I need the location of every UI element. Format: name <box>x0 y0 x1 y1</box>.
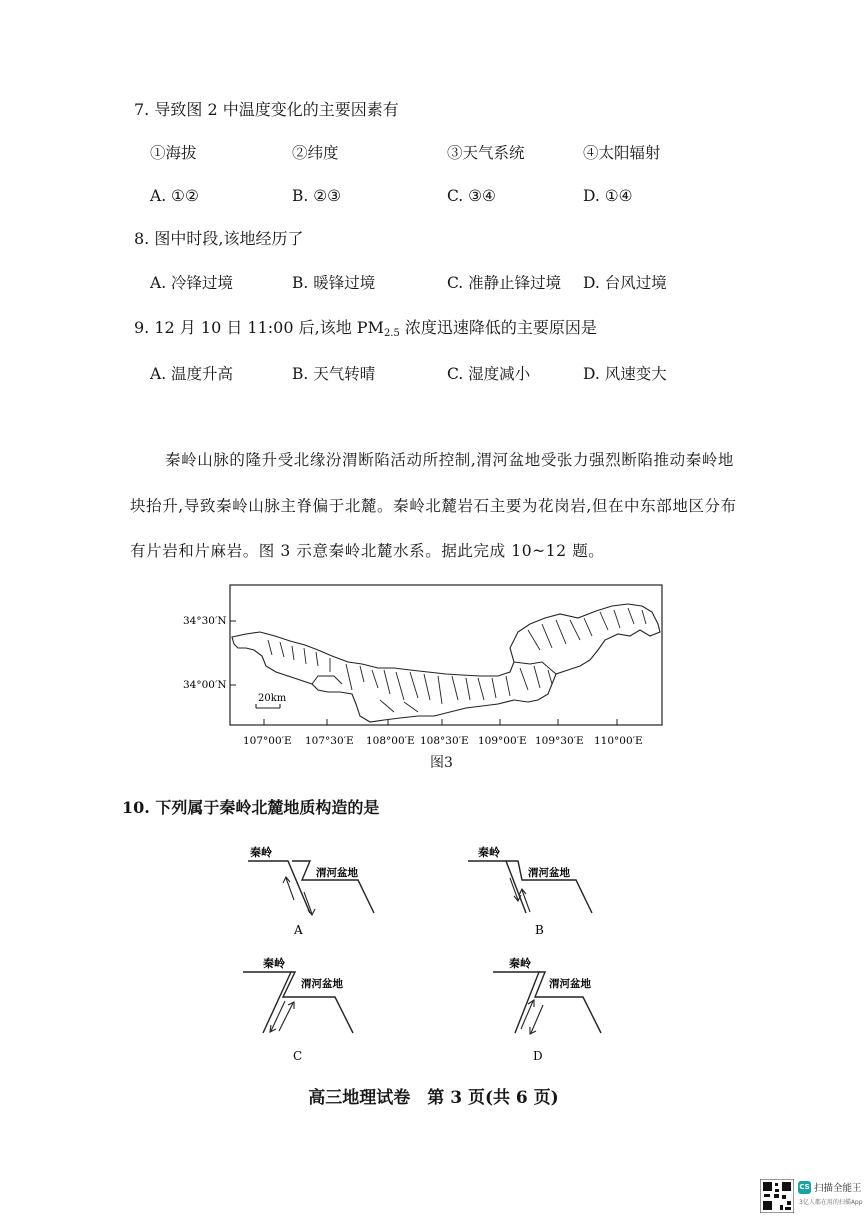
badge-title: 扫描全能王 <box>814 1183 862 1194</box>
q8-option-b[interactable]: B. 暖锋过境 <box>292 274 376 292</box>
q7-item-4: ④太阳辐射 <box>583 144 661 162</box>
q9-option-d[interactable]: D. 风速变大 <box>583 365 667 383</box>
q8-option-a[interactable]: A. 冷锋过境 <box>150 274 234 292</box>
q9-option-a[interactable]: A. 温度升高 <box>150 365 234 383</box>
diagram-a-letter: A <box>294 923 303 937</box>
passage-line-2: 块抬升,导致秦岭山脉主脊偏于北麓。秦岭北麓岩石主要为花岗岩,但在中东部地区分布 <box>130 497 737 515</box>
q8-option-d[interactable]: D. 台风过境 <box>583 274 667 292</box>
fault-diagram-d[interactable] <box>485 955 635 1065</box>
qr-code-icon <box>760 1179 794 1213</box>
q9-stem-sub: 2.5 <box>383 328 400 339</box>
diagram-a-upthrown-block <box>248 861 310 913</box>
diagram-d-left-label: 秦岭 <box>509 957 531 970</box>
page-footer: 高三地理试卷 第 3 页(共 6 页) <box>308 1088 559 1108</box>
diagram-b-right-label: 渭河盆地 <box>528 867 570 879</box>
diagram-c-arrow-up <box>279 1003 293 1031</box>
diagram-d-letter: D <box>533 1049 543 1063</box>
fault-diagram-b[interactable] <box>460 840 610 940</box>
question-10-stem: 10. 下列属于秦岭北麓地质构造的是 <box>122 798 380 817</box>
diagram-b-left-label: 秦岭 <box>478 846 500 859</box>
passage-line-1: 秦岭山脉的隆升受北缘汾渭断陷活动所控制,渭河盆地受张力强烈断陷推动秦岭地 <box>165 451 735 469</box>
q7-option-d[interactable]: D. ①④ <box>583 187 633 205</box>
diagram-c-letter: C <box>293 1049 303 1063</box>
diagram-a-right-label: 渭河盆地 <box>316 867 358 879</box>
q7-option-c[interactable]: C. ③④ <box>447 187 496 205</box>
lon-label-109-00: 109°00′E <box>478 735 527 747</box>
diagram-d-right-label: 渭河盆地 <box>549 978 591 990</box>
q7-option-b[interactable]: B. ②③ <box>292 187 342 205</box>
fault-diagram-a[interactable] <box>240 840 390 940</box>
q9-option-c[interactable]: C. 湿度减小 <box>447 365 531 383</box>
q7-item-2: ②纬度 <box>292 144 339 162</box>
q9-stem-post: 浓度迅速降低的主要原因是 <box>399 318 597 337</box>
badge-subtitle: 3亿人都在用的扫描App <box>799 1199 863 1206</box>
lon-label-109-30: 109°30′E <box>535 735 584 747</box>
map-caption: 图3 <box>430 755 453 771</box>
lat-label-34-30: 34°30′N <box>183 615 227 627</box>
q8-option-c[interactable]: C. 准静止锋过境 <box>447 274 562 292</box>
fault-diagram-c[interactable] <box>235 955 385 1065</box>
question-9-stem <box>134 318 597 344</box>
scanner-watermark <box>758 1175 863 1217</box>
question-8-stem: 8. 图中时段,该地经历了 <box>134 229 304 248</box>
diagram-c-left-label: 秦岭 <box>263 957 285 970</box>
qinling-region-outline <box>232 604 660 722</box>
camscanner-logo: CS <box>798 1181 811 1194</box>
question-7-stem: 7. 导致图 2 中温度变化的主要因素有 <box>134 100 399 119</box>
diagram-d-arrow-down <box>531 1005 543 1033</box>
q7-item-3: ③天气系统 <box>447 144 525 162</box>
diagram-b-upthrown-block <box>468 861 526 913</box>
q9-stem-pre: 9. 12 月 10 日 11:00 后,该地 PM <box>134 318 384 337</box>
lon-label-107-00: 107°00′E <box>243 735 292 747</box>
q7-item-1: ①海拔 <box>150 144 197 162</box>
q7-option-a[interactable]: A. ①② <box>150 187 199 205</box>
diagram-c-arrow-down <box>271 1001 285 1031</box>
qinling-drainage-map <box>170 578 680 778</box>
diagram-a-left-label: 秦岭 <box>250 846 272 859</box>
q9-option-b[interactable]: B. 天气转晴 <box>292 365 376 383</box>
map-scale-bar <box>256 693 287 708</box>
lon-label-107-30: 107°30′E <box>305 735 354 747</box>
scale-label: 20km <box>258 693 287 704</box>
map-frame <box>230 585 662 725</box>
lon-label-108-00: 108°00′E <box>366 735 415 747</box>
diagram-c-right-label: 渭河盆地 <box>301 978 343 990</box>
lon-label-108-30: 108°30′E <box>420 735 469 747</box>
diagram-b-letter: B <box>535 923 544 937</box>
lon-label-110-00: 110°00′E <box>594 735 643 747</box>
basin-inlet <box>312 676 342 684</box>
lat-label-34-00: 34°00′N <box>183 679 227 691</box>
passage-line-3: 有片岩和片麻岩。图 3 示意秦岭北麓水系。据此完成 10~12 题。 <box>130 542 605 560</box>
